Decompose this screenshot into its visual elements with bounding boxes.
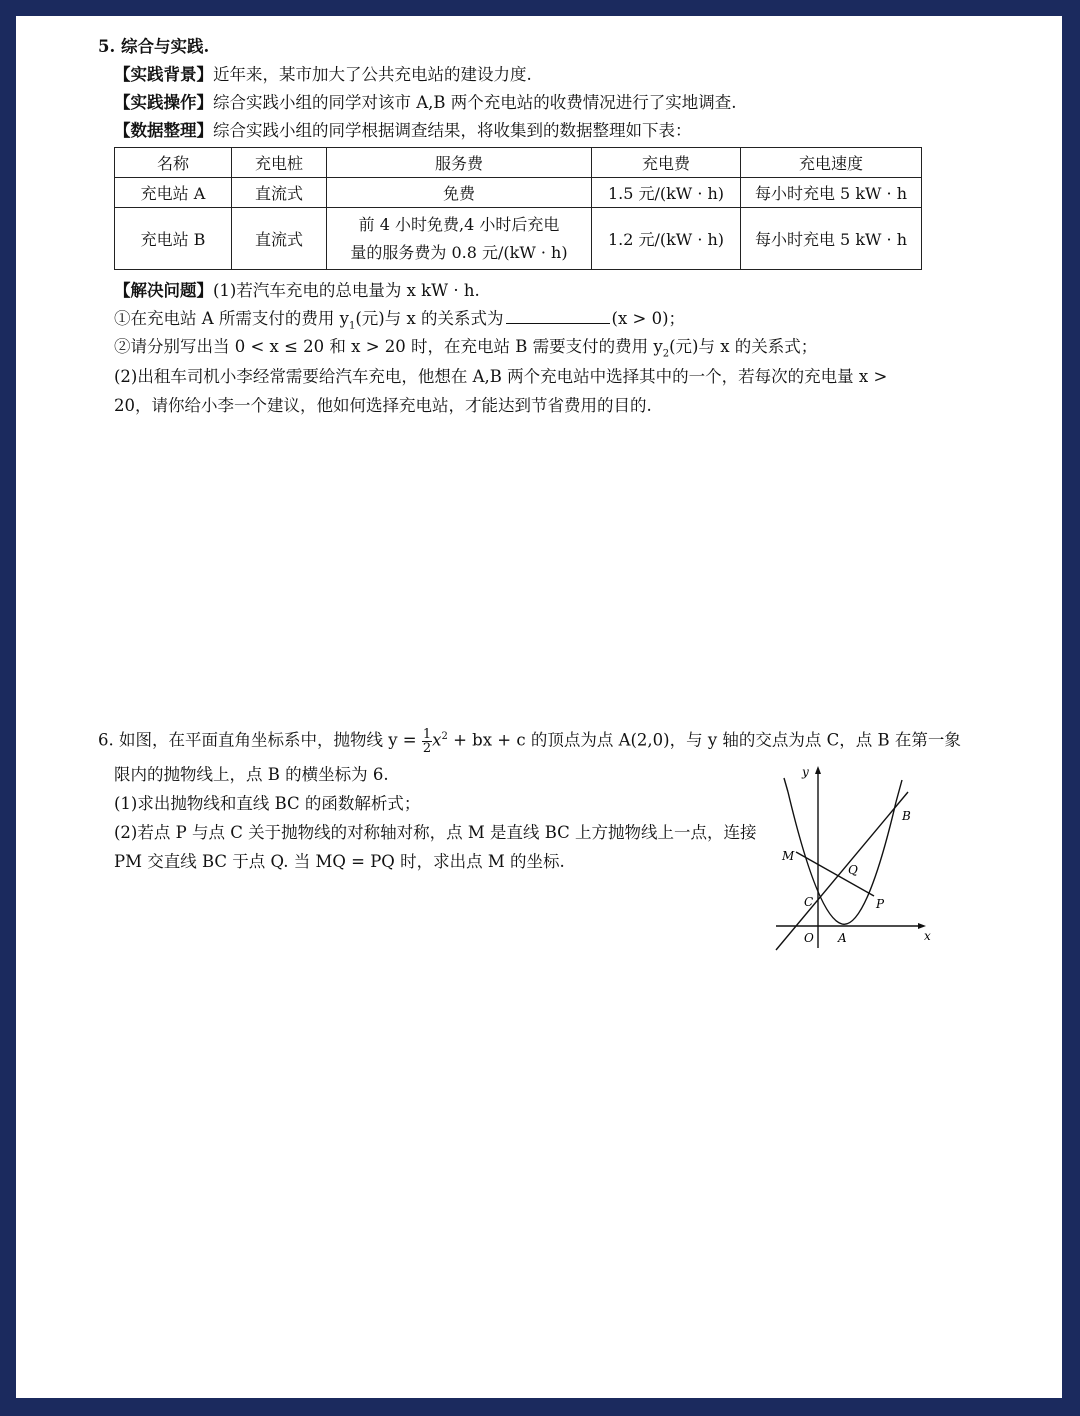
q6-x-var: x — [432, 730, 442, 750]
table-cell: 1.5 元/(kW · h) — [592, 178, 741, 208]
fraction-numerator: 1 — [422, 726, 432, 742]
q6-line1-start: 6. 如图，在平面直角坐标系中，抛物线 y = — [98, 730, 417, 750]
table-row — [115, 178, 922, 208]
parabola-curve-start — [784, 778, 788, 792]
q6-line3: (1)求出抛物线和直线 BC 的函数解析式； — [114, 794, 421, 813]
q5-part1b-end: (元)与 x 的关系式； — [669, 337, 818, 356]
q5-title: 5. 综合与实践. — [98, 37, 210, 56]
q5-part1b-sub: 2 — [662, 348, 670, 360]
label-c: C — [804, 895, 814, 909]
q5-part1 — [114, 280, 480, 302]
table-header-row — [115, 148, 922, 178]
table-header-cell: 充电费 — [592, 148, 741, 178]
q5-part1a-sub: 1 — [348, 320, 356, 332]
label-b: B — [902, 809, 911, 823]
q5-background-tag: 【实践背景】 — [114, 65, 213, 84]
label-a: A — [838, 931, 847, 945]
table-cell: 1.2 元/(kW · h) — [592, 208, 741, 270]
q5-part1a-start: ①在充电站 A 所需支付的费用 y — [114, 309, 349, 328]
answer-blank[interactable] — [506, 309, 610, 324]
table-cell: 每小时充电 5 kW · h — [741, 178, 922, 208]
q6-exponent: 2 — [441, 731, 448, 742]
q5-operation-tag: 【实践操作】 — [114, 93, 213, 112]
q5-part2-line1: (2)出租车司机小李经常需要给汽车充电，他想在 A,B 两个充电站中选择其中的一个，若每次的充电量 x > — [114, 367, 888, 386]
charging-station-table — [114, 147, 922, 270]
table-header-cell: 充电桩 — [232, 148, 327, 178]
q5-part1b-start: ②请分别写出当 0 < x ≤ 20 和 x > 20 时，在充电站 B 需要支付的费用 y — [114, 337, 663, 356]
table-row — [115, 208, 922, 270]
q5-operation — [114, 92, 737, 114]
table-cell: 充电站 B — [115, 208, 232, 270]
label-x: x — [924, 929, 931, 943]
q5-background — [114, 64, 532, 86]
service-b-line1: 前 4 小时免费,4 小时后充电 — [358, 214, 560, 234]
q5-part1a-mid: (元)与 x 的关系式为 — [355, 309, 504, 328]
document-page — [16, 16, 1062, 1398]
service-b-line2: 量的服务费为 0.8 元/(kW · h) — [350, 242, 568, 262]
label-m: M — [782, 849, 795, 863]
label-q: Q — [848, 863, 858, 877]
table-cell: 直流式 — [232, 178, 327, 208]
q5-part1-text: (1)若汽车充电的总电量为 x kW · h. — [213, 281, 480, 300]
q5-operation-text: 综合实践小组的同学对该市 A,B 两个充电站的收费情况进行了实地调查. — [213, 93, 737, 112]
label-p: P — [876, 897, 885, 911]
q5-data-tag: 【数据整理】 — [114, 121, 213, 140]
q5-part2-line2: 20，请你给小李一个建议，他如何选择充电站，才能达到节省费用的目的. — [114, 396, 652, 415]
table-header-cell: 服务费 — [327, 148, 592, 178]
table-header-cell: 充电速度 — [741, 148, 922, 178]
table-cell: 免费 — [327, 178, 592, 208]
table-cell-service-b — [327, 208, 592, 270]
table-cell: 充电站 A — [115, 178, 232, 208]
label-o: O — [804, 931, 814, 945]
q5-part1a — [114, 308, 685, 337]
parabola-curve-end — [896, 780, 902, 802]
q6-line5: PM 交直线 BC 于点 Q. 当 MQ = PQ 时，求出点 M 的坐标. — [114, 852, 565, 871]
q5-part1b — [114, 336, 817, 365]
fraction-one-half — [422, 728, 432, 755]
table-header-cell: 名称 — [115, 148, 232, 178]
parabola-figure — [772, 762, 932, 952]
q5-background-text: 近年来，某市加大了公共充电站的建设力度. — [213, 65, 532, 84]
q6-line1-end: + bx + c 的顶点为点 A(2,0)，与 y 轴的交点为点 C，点 B 在第一象 — [447, 730, 961, 750]
q5-data — [114, 120, 692, 142]
label-y: y — [802, 765, 809, 779]
table-cell: 每小时充电 5 kW · h — [741, 208, 922, 270]
q6-line1 — [98, 720, 961, 754]
q6-line4: (2)若点 P 与点 C 关于抛物线的对称轴对称，点 M 是直线 BC 上方抛物线上一点，连接 — [114, 823, 757, 842]
y-axis-arrow — [815, 766, 821, 774]
table-cell: 直流式 — [232, 208, 327, 270]
q5-solve-tag: 【解决问题】 — [114, 281, 213, 300]
q6-line2: 限内的抛物线上，点 B 的横坐标为 6. — [114, 765, 389, 784]
q5-part1a-end: (x > 0)； — [611, 309, 686, 328]
fraction-denominator: 2 — [422, 740, 432, 756]
segment-mp — [796, 852, 874, 896]
q5-data-text: 综合实践小组的同学根据调查结果，将收集到的数据整理如下表： — [213, 121, 692, 140]
